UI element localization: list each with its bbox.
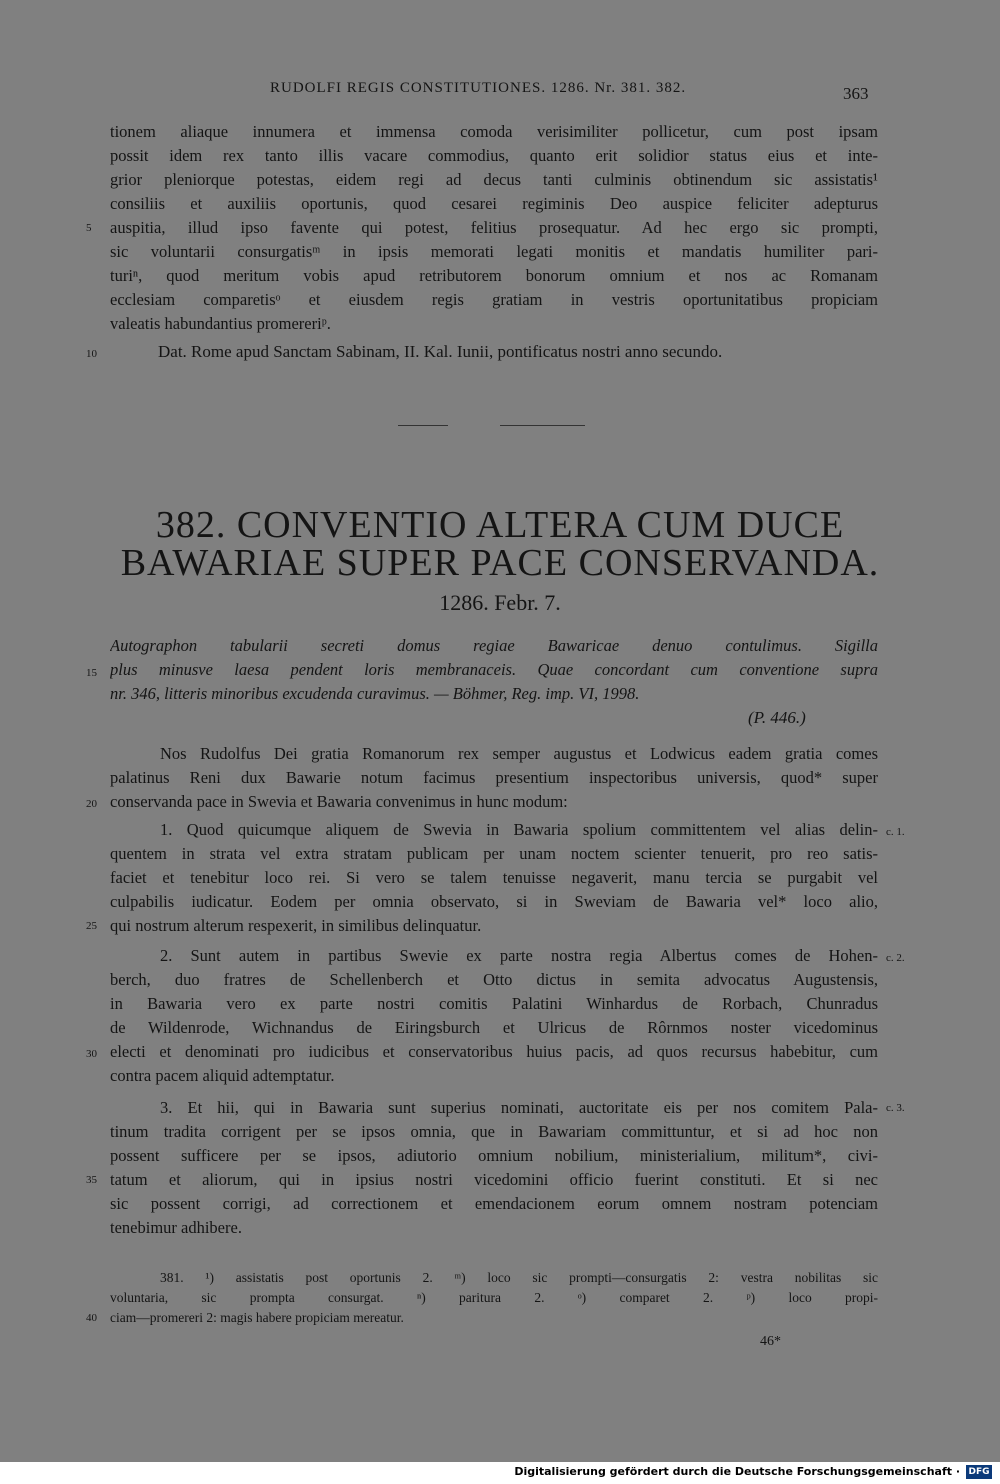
text-line: qui nostrum alterum respexerit, in similibus delinquatur.	[110, 916, 482, 935]
text-line: grior pleniorque potestas, eidem regi ad decus tanti culminis obtinendum sic assistatis¹	[110, 170, 878, 189]
line-number: 25	[86, 920, 97, 932]
text-line: berch, duo fratres de Schellenberch et Otto dictus in semita advocatus Augustensis,	[110, 970, 878, 989]
text-line: tatum et aliorum, qui in ipsius nostri vicedomini officio fuerint constituti. Et si nec	[110, 1170, 878, 1189]
text-line: in Bawaria vero ex parte nostri comitis Palatini Winhardus de Rorbach, Chunradus	[110, 994, 878, 1013]
text-line: de Wildenrode, Wichnandus de Eiringsburch et Ulricus de Rôrnmos noster vicedominus	[110, 1018, 878, 1037]
source-line: Autographon tabularii secreti domus regiae Bawaricae denuo contulimus. Sigilla	[110, 636, 878, 655]
line-number: 5	[86, 222, 92, 234]
text-line: tinum tradita corrigent per se ipsos omnia, que in Bawariam committuntur, et si ad hoc non	[110, 1122, 878, 1141]
sidenote: c. 2.	[886, 952, 905, 964]
doc-title-line2: BAWARIAE SUPER PACE CONSERVANDA.	[120, 542, 880, 584]
text-line: sic possent corrigi, ad correctionem et emendacionem eorum omnem nostram potenciam	[110, 1194, 878, 1213]
line-number: 40	[86, 1312, 97, 1324]
text-line: tenebimur adhibere.	[110, 1218, 242, 1237]
signature-mark: 46*	[760, 1334, 781, 1349]
line-number: 20	[86, 798, 97, 810]
text-line: contra pacem aliquid adtemptatur.	[110, 1066, 335, 1085]
text-line: 1. Quod quicumque aliquem de Swevia in Bawaria spolium committentem vel alias delin-	[160, 820, 878, 839]
doc381-text	[110, 122, 878, 342]
text-line: valeatis habundantius promereriᵖ.	[110, 314, 331, 333]
source-line: plus minusve laesa pendent loris membranaceis. Quae concordant cum conventione supra	[110, 660, 878, 679]
text-line: possit idem rex tanto illis vacare commodius, quanto erit solidior status eius et inte-	[110, 146, 878, 165]
text-line: sic voluntarii consurgatisᵐ in ipsis memorati legati monitis et mandatis humiliter pari-	[110, 242, 878, 261]
text-line: 2. Sunt autem in partibus Swevie ex parte nostra regia Albertus comes de Hohen-	[160, 946, 878, 965]
footnotes	[110, 1268, 878, 1338]
line-number: 10	[86, 348, 97, 360]
text-line: possent sufficere per se ipsos, adiutorio omnium nobilium, ministerialium, militum*, civi-	[110, 1146, 878, 1165]
text-line: palatinus Reni dux Bawarie notum facimus presentium inspectoribus universis, quod* super	[110, 768, 878, 787]
text-line: electi et denominati pro iudicibus et conservatoribus huius pacis, ad quos recursus habebitur, cum	[110, 1042, 878, 1061]
footnote-line: 381. ¹) assistatis post oportunis 2. ᵐ) loco sic prompti—consurgatis 2: vestra nobilitas sic	[160, 1270, 878, 1285]
sidenote: c. 3.	[886, 1102, 905, 1114]
dfg-logo: DFG	[966, 1465, 992, 1479]
line-number: 35	[86, 1174, 97, 1186]
line-number: 15	[86, 667, 97, 679]
text-line: quentem in strata vel extra stratam publicam per unam noctem scienter tenuerit, pro reo satis-	[110, 844, 878, 863]
text-line: turiⁿ, quod meritum vobis apud retributorem bonorum omnium et nos ac Romanam	[110, 266, 878, 285]
text-line: faciet et tenebitur loco rei. Si vero se talem tenuisse negaverit, manu tercia se purgabit vel	[110, 868, 878, 887]
sidenote: c. 1.	[886, 826, 905, 838]
text-line: auspitia, illud ipso favente qui potest, felitius prosequatur. Ad hec ergo sic prompti,	[110, 218, 878, 237]
intro	[110, 744, 878, 814]
line-number: 30	[86, 1048, 97, 1060]
paragraph-2	[110, 946, 878, 1091]
text-line: conservanda pace in Swevia et Bawaria convenimus in hunc modum:	[110, 792, 568, 811]
text-line: Nos Rudolfus Dei gratia Romanorum rex semper augustus et Lodwicus eadem gratia comes	[160, 744, 878, 763]
doc-date: 1286. Febr. 7.	[439, 590, 561, 615]
separator	[398, 425, 448, 426]
footnote-line: voluntaria, sic prompta consurgat. ⁿ) paritura 2. ᵒ) comparet 2. ᵖ) loco propi-	[110, 1290, 878, 1305]
text-line: culpabilis iudicatur. Eodem per omnia observato, si in Sweviam de Bawaria vel* loco alio,	[110, 892, 878, 911]
text-line: 3. Et hii, qui in Bawaria sunt superius nominati, auctoritate eis per nos comitem Pala-	[160, 1098, 878, 1117]
source-ref: (P. 446.)	[748, 708, 806, 727]
footnote-line: ciam—promereri 2: magis habere propiciam mereatur.	[110, 1310, 404, 1325]
separator	[500, 425, 585, 426]
footer-credit: Digitalisierung gefördert durch die Deutsche Forschungsgemeinschaft ·	[514, 1465, 960, 1478]
running-title: RUDOLFI REGIS CONSTITUTIONES. 1286. Nr. 381. 382.	[270, 80, 687, 96]
source-line: nr. 346, litteris minoribus excudenda curavimus. — Böhmer, Reg. imp. VI, 1998.	[110, 684, 640, 703]
dat-line: Dat. Rome apud Sanctam Sabinam, II. Kal. Iunii, pontificatus nostri anno secundo.	[158, 342, 723, 361]
page-number: 363	[843, 84, 869, 103]
text-line: tionem aliaque innumera et immensa comoda verisimiliter pollicetur, cum post ipsam	[110, 122, 878, 141]
doc-title-line1: 382. CONVENTIO ALTERA CUM DUCE	[155, 504, 845, 546]
paragraph-1	[110, 820, 878, 940]
text-line: ecclesiam comparetisᵒ et eiusdem regis gratiam in vestris oportunitatibus propiciam	[110, 290, 878, 309]
text-line: consiliis et auxiliis oportunis, quod cesarei regiminis Deo auspice feliciter adepturus	[110, 194, 878, 213]
paragraph-3	[110, 1098, 878, 1243]
